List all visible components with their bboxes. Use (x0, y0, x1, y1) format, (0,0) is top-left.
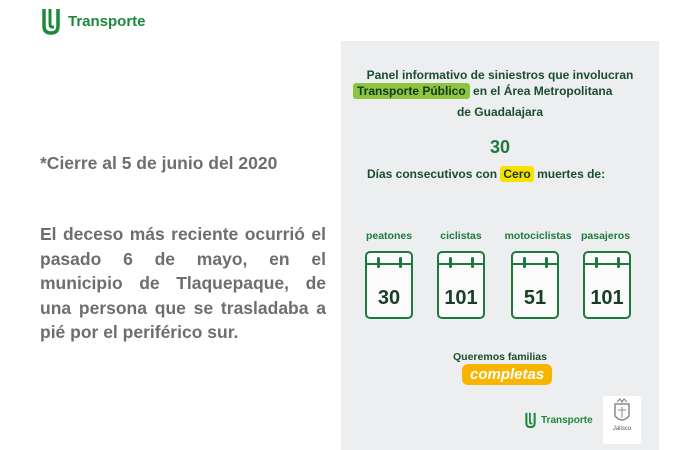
category-label-ciclistas: ciclistas (440, 230, 482, 242)
calendar-motociclistas (511, 251, 559, 319)
panel-title-line3: de Guadalajara (456, 105, 544, 119)
category-label-peatones: peatones (365, 230, 413, 242)
consec-post: muertes de: (537, 167, 606, 181)
calendar-value: 30 (377, 287, 401, 309)
calendar-ciclistas (437, 251, 485, 319)
panel-title-line2-rest: en el Área Metropolitana (473, 84, 613, 98)
consecutive-days-line (367, 167, 605, 181)
calendar-peatones (365, 251, 413, 319)
category-label-pasajeros: pasajeros (581, 230, 631, 242)
jalisco-crest-icon (603, 398, 641, 428)
panel-logo-text: Transporte (541, 414, 593, 426)
cero-highlight: Cero (500, 166, 533, 182)
calendar-pasajeros (583, 251, 631, 319)
transporte-logo-icon (524, 411, 537, 429)
brand-logo (40, 6, 146, 36)
consec-pre: Días consecutivos con (367, 167, 498, 181)
transporte-publico-highlight: Transporte Público (353, 83, 470, 99)
jalisco-logo (603, 396, 641, 444)
closing-date-note: *Cierre al 5 de junio del 2020 (40, 153, 278, 173)
panel-title-line1: Panel informativo de siniestros que involucran (366, 68, 634, 82)
transporte-logo-icon (40, 6, 62, 36)
category-label-motociclistas: motociclistas (504, 230, 572, 242)
calendar-value: 101 (590, 287, 624, 309)
info-panel (341, 41, 659, 450)
calendar-value: 101 (444, 287, 478, 309)
panel-transporte-logo (524, 411, 593, 429)
incident-description: El deceso más reciente ocurrió el pasado 6 de mayo, en el municipio de Tlaquepaque, de una persona que se trasladaba a pié por el periférico sur. (40, 224, 326, 342)
logo-text: Transporte (68, 12, 146, 30)
days-count: 30 (489, 137, 511, 157)
jalisco-text: Jalisco (612, 426, 632, 432)
families-text: Queremos familias (453, 351, 547, 363)
calendar-value: 51 (523, 287, 547, 309)
completas-badge: completas (462, 364, 552, 385)
panel-title-line2 (353, 84, 612, 98)
